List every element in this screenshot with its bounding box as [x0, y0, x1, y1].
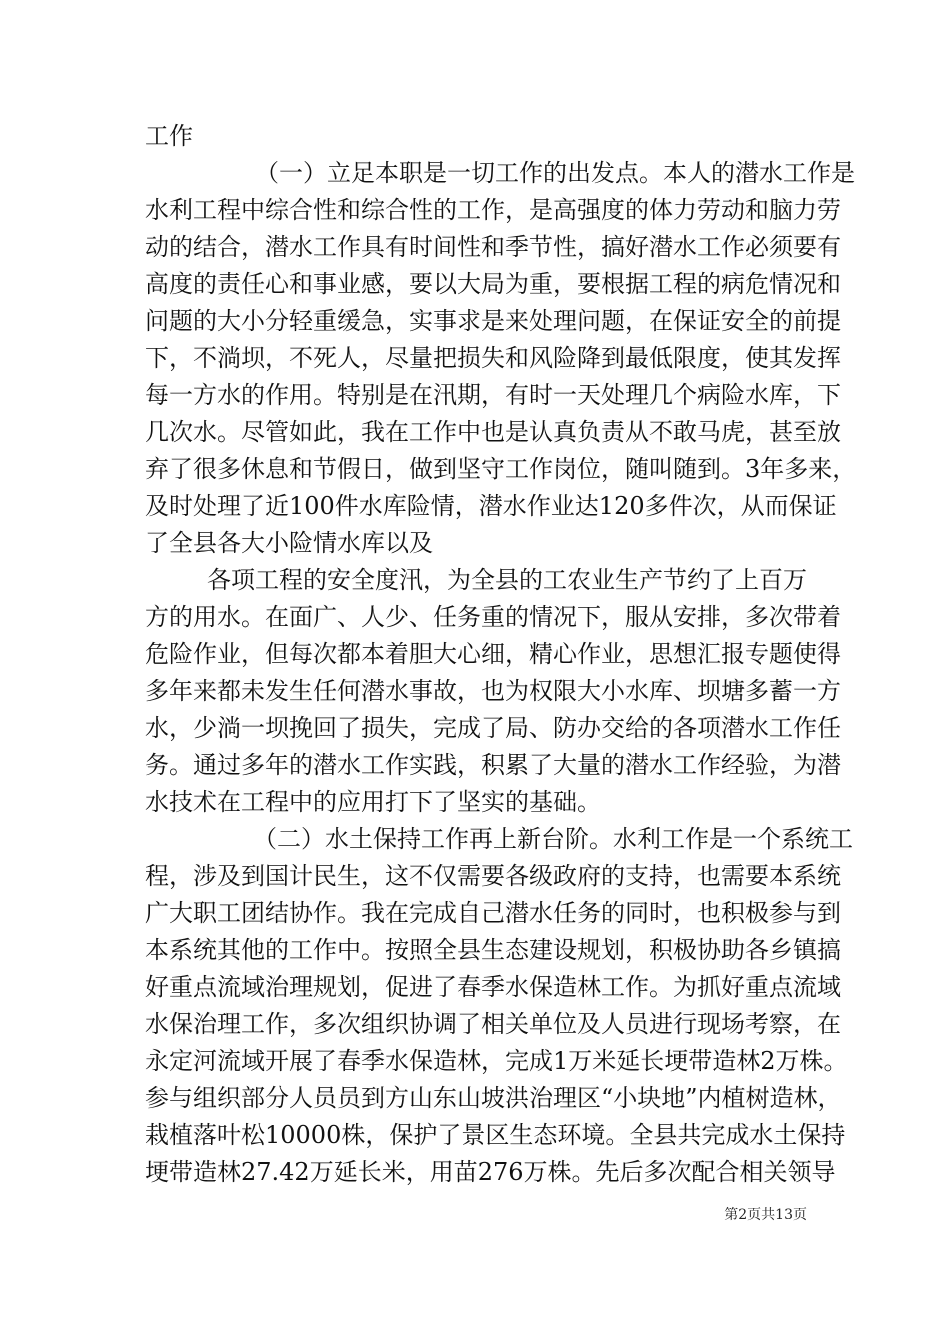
text-line: 了全县各大小险情水库以及 — [145, 529, 433, 557]
text-line: 栽植落叶松10000株，保护了景区生态环境。全县共完成水土保持 — [145, 1121, 846, 1149]
page-number: 第2页共13页 — [724, 1207, 807, 1223]
text-line: 弃了很多休息和节假日，做到坚守工作岗位，随叫随到。3年多来， — [145, 455, 857, 483]
text-line: 几次水。尽管如此，我在工作中也是认真负责从不敢马虎，甚至放 — [145, 418, 841, 446]
text-line: 动的结合，潜水工作具有时间性和季节性，搞好潜水工作必须要有 — [145, 233, 841, 261]
text-line: 好重点流域治理规划，促进了春季水保造林工作。为抓好重点流域 — [145, 973, 841, 1001]
paragraph-heading-1: （一）立足本职是一切工作的出发点。本人的潜水工作是 — [255, 159, 855, 187]
text-line: 问题的大小分轻重缓急，实事求是来处理问题，在保证安全的前提 — [145, 307, 841, 335]
text-line: 务。通过多年的潜水工作实践，积累了大量的潜水工作经验，为潜 — [145, 751, 841, 779]
text-line: 水技术在工程中的应用打下了坚实的基础。 — [145, 788, 601, 816]
text-line: 每一方水的作用。特别是在汛期，有时一天处理几个病险水库，下 — [145, 381, 841, 409]
text-line: 多年来都未发生任何潜水事故，也为权限大小水库、坝塘多蓄一方 — [145, 677, 841, 705]
text-line: 广大职工团结协作。我在完成自己潜水任务的同时，也积极参与到 — [145, 899, 841, 927]
text-line: 水保治理工作，多次组织协调了相关单位及人员进行现场考察，在 — [145, 1010, 841, 1038]
text-line: 及时处理了近100件水库险情，潜水作业达120多件次，从而保证 — [145, 492, 837, 520]
text-line: 永定河流域开展了春季水保造林，完成1万米延长埂带造林2万株。 — [145, 1047, 848, 1075]
text-line: 高度的责任心和事业感，要以大局为重，要根据工程的病危情况和 — [145, 270, 841, 298]
text-line: 本系统其他的工作中。按照全县生态建设规划，积极协助各乡镇搞 — [145, 936, 841, 964]
text-line: 水利工程中综合性和综合性的工作，是高强度的体力劳动和脑力劳 — [145, 196, 841, 224]
text-line: 方的用水。在面广、人少、任务重的情况下，服从安排，多次带着 — [145, 603, 841, 631]
text-line: 各项工程的安全度汛，为全县的工农业生产节约了上百万 — [207, 566, 807, 594]
text-line: 埂带造林27.42万延长米，用苗276万株。先后多次配合相关领导 — [145, 1158, 836, 1186]
text-line: 危险作业，但每次都本着胆大心细，精心作业，思想汇报专题使得 — [145, 640, 841, 668]
text-line: 工作 — [145, 122, 193, 150]
text-line: 水，少淌一坝挽回了损失，完成了局、防办交给的各项潜水工作任 — [145, 714, 841, 742]
text-line: 参与组织部分人员员到方山东山坡洪治理区“小块地”内植树造林， — [145, 1084, 842, 1112]
paragraph-heading-2: （二）水土保持工作再上新台阶。水利工作是一个系统工 — [253, 825, 853, 853]
text-line: 程，涉及到国计民生，这不仅需要各级政府的支持，也需要本系统 — [145, 862, 841, 890]
text-line: 下，不淌坝，不死人，尽量把损失和风险降到最低限度，使其发挥 — [145, 344, 841, 372]
